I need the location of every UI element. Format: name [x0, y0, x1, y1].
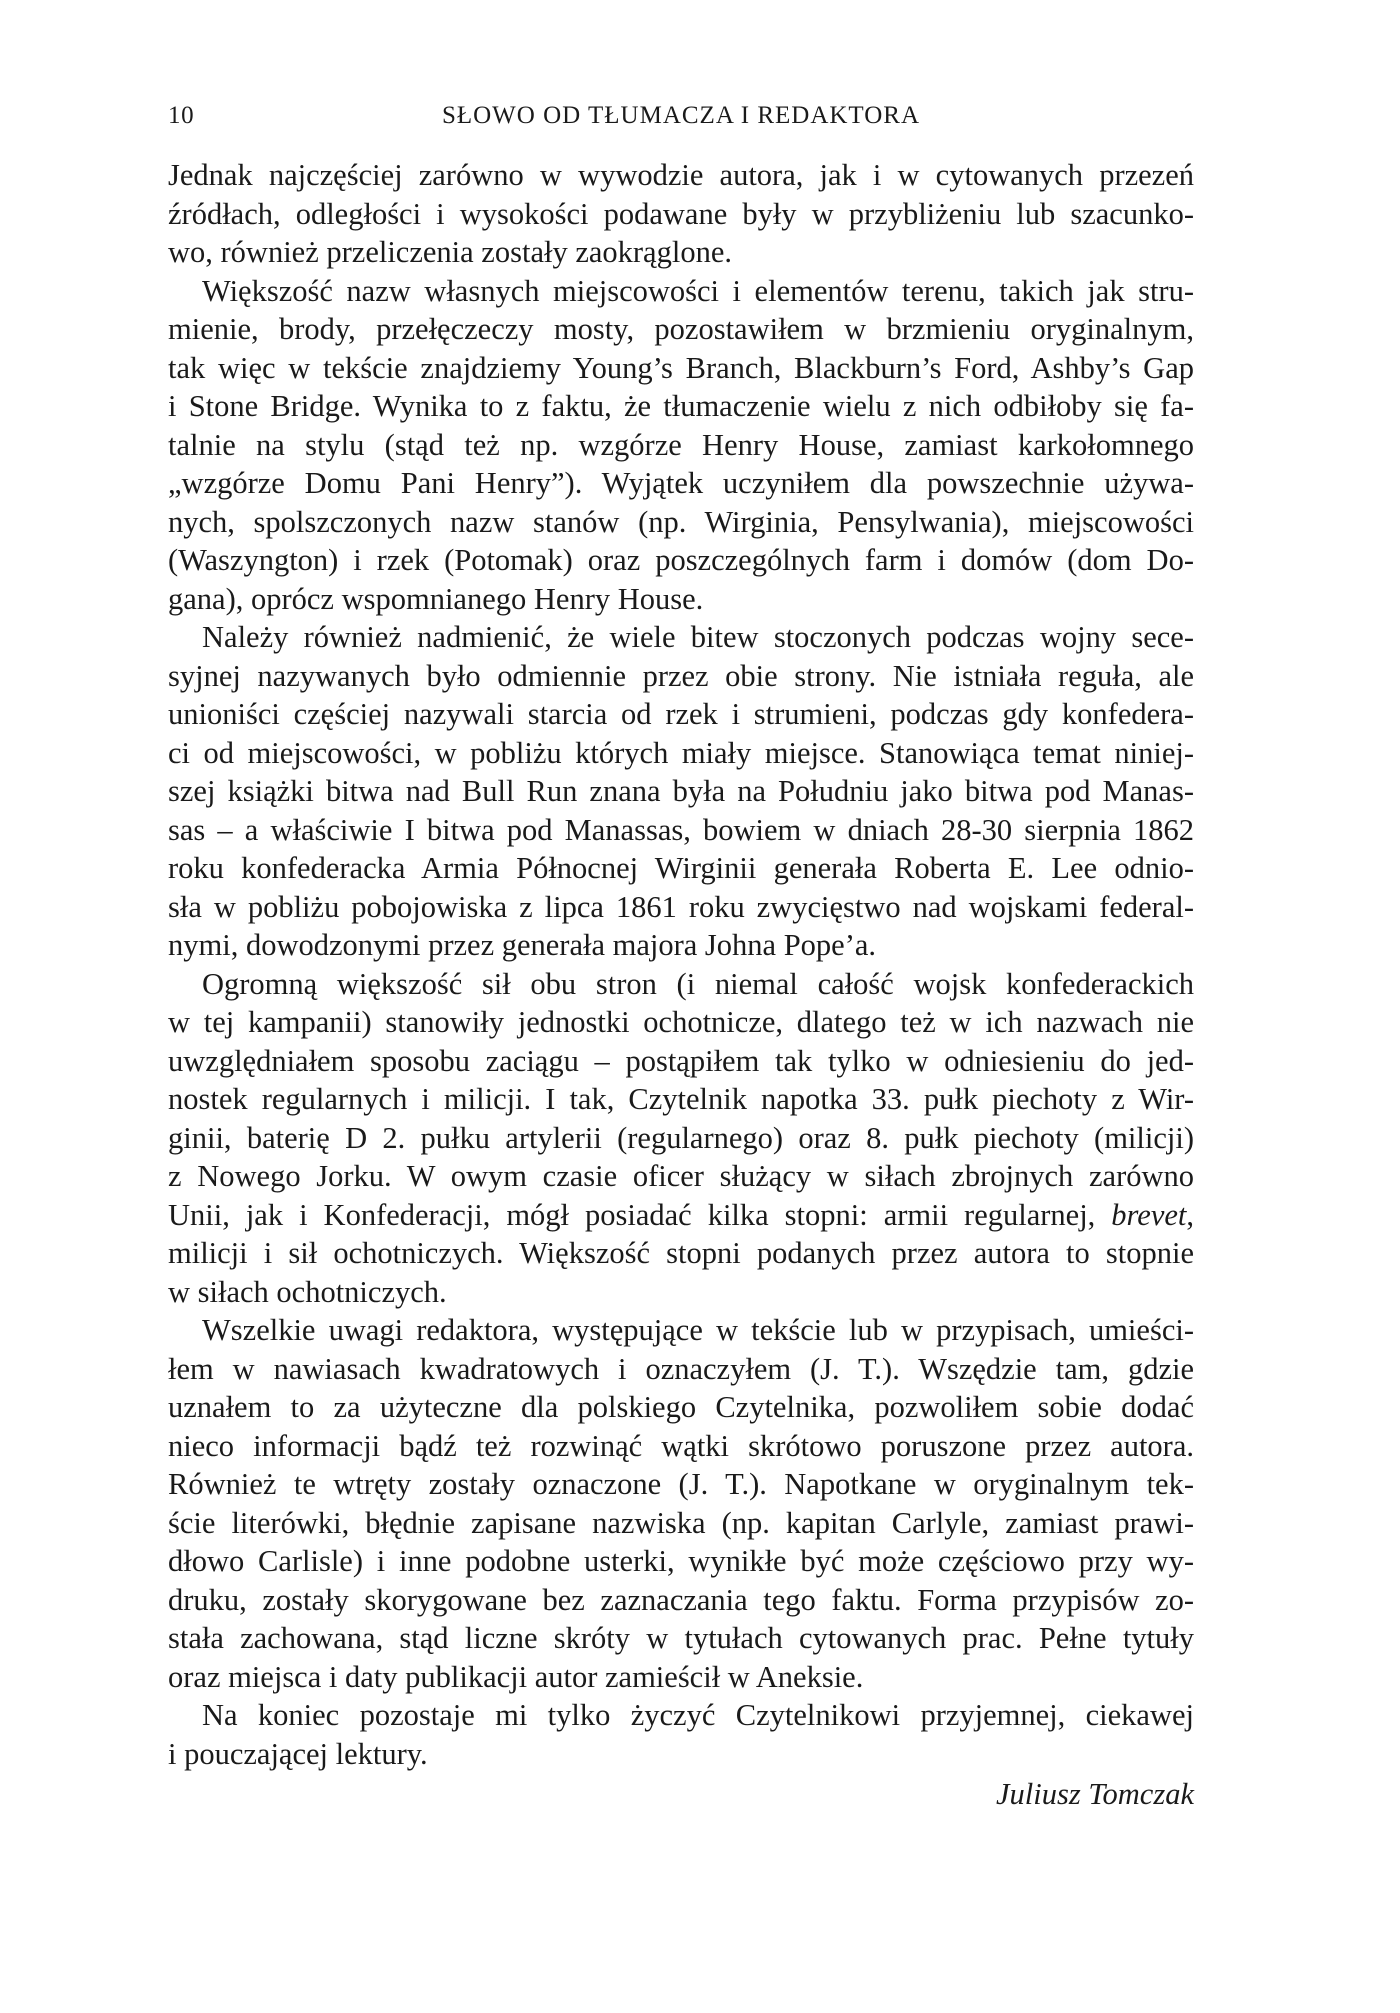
book-page — [168, 92, 1194, 1814]
body-text — [168, 156, 1194, 1814]
text-line: roku konfederacka Armia Północnej Wirginii generała Roberta E. Lee odnio- — [168, 851, 1194, 885]
paragraph-4 — [168, 965, 1194, 1312]
text-line: wo, również przeliczenia zostały zaokrąglone. — [168, 235, 732, 269]
text-line: mienie, brody, przełęczeczy mosty, pozostawiłem w brzmieniu oryginalnym, — [168, 312, 1194, 346]
italic-term: brevet — [1111, 1197, 1187, 1232]
text-line: nostek regularnych i milicji. I tak, Czytelnik napotka 33. pułk piechoty z Wir- — [168, 1082, 1194, 1116]
text-line: (Waszyngton) i rzek (Potomak) oraz poszczególnych farm i domów (dom Do- — [168, 543, 1194, 577]
text-line: i pouczającej lektury. — [168, 1736, 428, 1771]
text-line: dłowo Carlisle) i inne podobne usterki, wynikłe być może częściowo przy wy- — [168, 1544, 1194, 1578]
paragraph-3 — [168, 618, 1194, 965]
text-line: syjnej nazywanych było odmiennie przez obie strony. Nie istniała reguła, ale — [168, 658, 1194, 693]
text-line: talnie na stylu (stąd też np. wzgórze Henry House, zamiast karkołomnego — [168, 427, 1194, 462]
text-line: nych, spolszczonych nazw stanów (np. Wirginia, Pensylwania), miejscowości — [168, 504, 1194, 539]
text-line: źródłach, odległości i wysokości podawane były w przybliżeniu lub szacunko- — [168, 196, 1194, 231]
paragraph-6 — [168, 1696, 1194, 1773]
text-line: ginii, baterię D 2. pułku artylerii (regularnego) oraz 8. pułk piechoty (milicji) — [168, 1120, 1194, 1155]
text-line: uwzględniałem sposobu zaciągu – postąpiłem tak tylko w odniesieniu do jed- — [168, 1043, 1194, 1078]
text-line: z Nowego Jorku. W owym czasie oficer służący w siłach zbrojnych zarówno — [168, 1159, 1194, 1193]
paragraph-5 — [168, 1311, 1194, 1696]
text-line: sła w pobliżu pobojowiska z lipca 1861 roku zwycięstwo nad wojskami federal- — [168, 889, 1194, 924]
text-line: Jednak najczęściej zarówno w wywodzie autora, jak i w cytowanych przezeń — [168, 158, 1194, 192]
text-line: „wzgórze Domu Pani Henry”). Wyjątek uczyniłem dla powszechnie używa- — [168, 466, 1194, 500]
text-line: unioniści częściej nazywali starcia od rzek i strumieni, podczas gdy konfedera- — [168, 697, 1194, 731]
paragraph-2 — [168, 272, 1194, 619]
text-line: szej książki bitwa nad Bull Run znana była na Południu jako bitwa pod Manas- — [168, 774, 1194, 808]
text-line: sas – a właściwie I bitwa pod Manassas, bowiem w dniach 28-30 sierpnia 1862 — [168, 812, 1194, 847]
text-line: oraz miejsca i daty publikacji autor zamieścił w Aneksie. — [168, 1659, 864, 1694]
running-header — [168, 92, 1194, 136]
running-title: SŁOWO OD TŁUMACZA I REDAKTORA — [441, 102, 921, 129]
text-line: łem w nawiasach kwadratowych i oznaczyłem (J. T.). Wszędzie tam, gdzie — [168, 1351, 1194, 1386]
text-line: tak więc w tekście znajdziemy Young’s Branch, Blackburn’s Ford, Ashby’s Gap — [168, 350, 1194, 385]
text-line: w siłach ochotniczych. — [168, 1274, 447, 1309]
page-number: 10 — [168, 102, 195, 129]
author-signature: Juliusz Tomczak — [996, 1777, 1194, 1811]
text-line: nymi, dowodzonymi przez generała majora Johna Pope’a. — [168, 928, 877, 962]
text-line: milicji i sił ochotniczych. Większość stopni podanych przez autora to stopnie — [168, 1236, 1194, 1270]
text-line: Należy również nadmienić, że wiele bitew stoczonych podczas wojny sece- — [202, 620, 1194, 654]
text-line: Unii, jak i Konfederacji, mógł posiadać kilka stopni: armii regularnej, brevet, — [168, 1197, 1194, 1232]
text-line: stała zachowana, stąd liczne skróty w tytułach cytowanych prac. Pełne tytuły — [168, 1621, 1194, 1655]
text-line: Na koniec pozostaje mi tylko życzyć Czytelnikowi przyjemnej, ciekawej — [202, 1698, 1194, 1732]
text-line: Większość nazw własnych miejscowości i elementów terenu, takich jak stru- — [202, 273, 1194, 308]
text-line: ci od miejscowości, w pobliżu których miały miejsce. Stanowiąca temat niniej- — [168, 735, 1194, 770]
text-line: ście literówki, błędnie zapisane nazwiska (np. kapitan Carlyle, zamiast prawi- — [168, 1505, 1194, 1540]
text-line: druku, zostały skorygowane bez zaznaczania tego faktu. Forma przypisów zo- — [168, 1582, 1194, 1617]
paragraph-1 — [168, 156, 1194, 272]
text-line: nieco informacji bądź też rozwinąć wątki skrótowo poruszone przez autora. — [168, 1428, 1194, 1463]
text-line: Również te wtręty zostały oznaczone (J. T.). Napotkane w oryginalnym tek- — [168, 1467, 1194, 1501]
text-line: Ogromną większość sił obu stron (i niemal całość wojsk konfederackich — [202, 966, 1194, 1001]
text-line: i Stone Bridge. Wynika to z faktu, że tłumaczenie wielu z nich odbiłoby się fa- — [168, 389, 1194, 423]
text-line: w tej kampanii) stanowiły jednostki ochotnicze, dlatego też w ich nazwach nie — [168, 1005, 1194, 1039]
text-line: gana), oprócz wspomnianego Henry House. — [168, 581, 704, 616]
text-line: Wszelkie uwagi redaktora, występujące w tekście lub w przypisach, umieści- — [202, 1313, 1194, 1347]
text-line: uznałem to za użyteczne dla polskiego Czytelnika, pozwoliłem sobie dodać — [168, 1390, 1194, 1424]
